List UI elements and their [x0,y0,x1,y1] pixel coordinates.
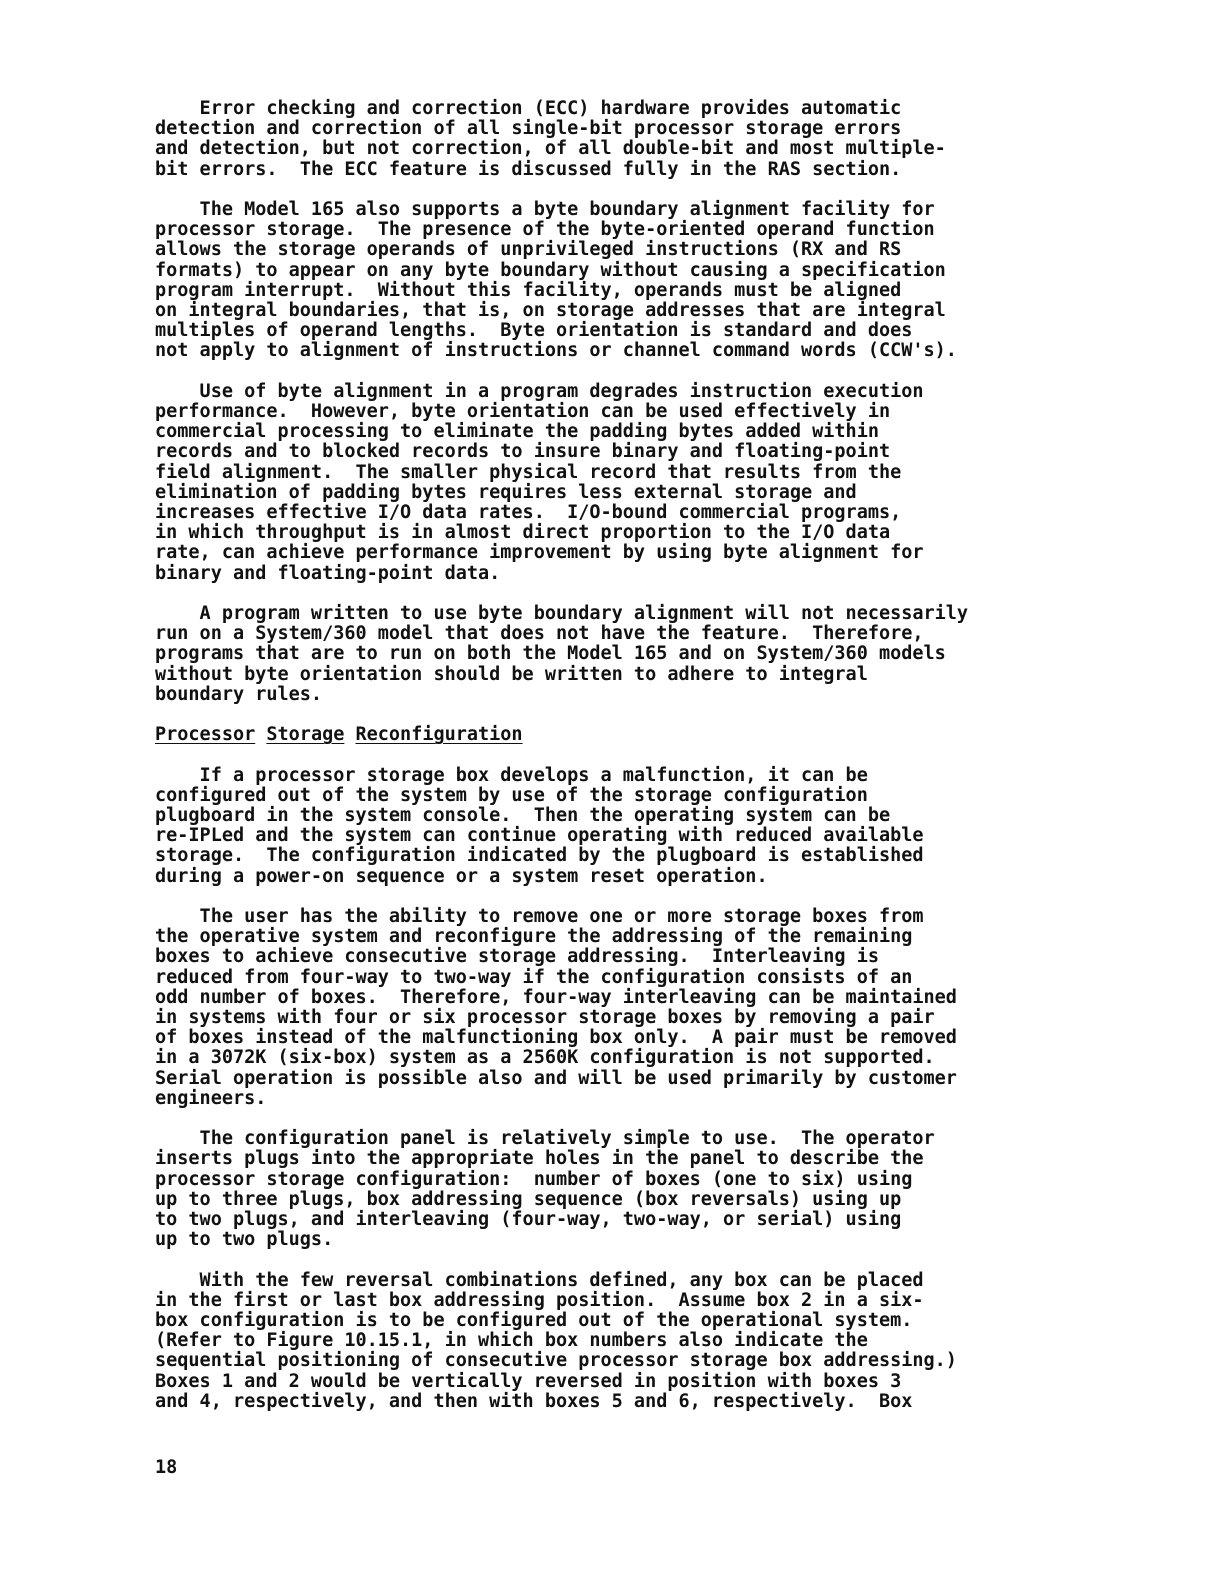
heading-word-processor: Processor [155,724,256,746]
page-number: 18 [155,1457,178,1478]
paragraph-byte-boundary: The Model 165 also supports a byte boundary alignment facility for processor storage. The presence of the byte-oriented operand function allows the storage operands of unprivileged instructions (RX and RS formats) to appear on any byte boundary without causing a specification program interrupt. Without this facility, operands must be aligned on integral boundaries, that is, on storage addresses that are integral multiples of operand lengths. Byte orientation is standard and does not apply to alignment of instructions or channel command words (CCW's). [155,199,957,362]
heading-word-storage: Storage [266,724,345,746]
section-heading [155,725,1035,745]
paragraph-byte-alignment-performance: Use of byte alignment in a program degrades instruction execution performance. However, byte orientation can be used effectively in commercial processing to eliminate the padding bytes added within records and to blocked records to insure binary and floating-point field alignment. The smaller physical record that results from the elimination of padding bytes requires less external storage and increases effective I/O data rates. I/O-bound commercial programs, in which throughput is in almost direct proportion to the I/O data rate, can achieve performance improvement by using byte alignment for binary and floating-point data. [155,380,924,584]
paragraph-program-compatibility: A program written to use byte boundary alignment will not necessarily run on a System/360 model that does not have the feature. Therefore, programs that are to run on both the Model 165 and on System/360 models without byte orientation should be written to adhere to integral boundary rules. [155,603,969,705]
paragraph-ecc: Error checking and correction (ECC) hardware provides automatic detection and correction of all single-bit processor storage errors and detection, but not correction, of all double-bit and most multiple- bit errors. The ECC feature is discussed fully in the RAS section. [155,98,946,180]
paragraph-malfunction: If a processor storage box develops a malfunction, it can be configured out of the system by use of the storage configuration plugboard in the system console. Then the operating system can be re-IPLed and the system can continue operating with reduced available storage. The configuration indicated by the plugboard is established during a power-on sequence or a system reset operation. [155,764,924,887]
paragraph-remove-boxes: The user has the ability to remove one or more storage boxes from the operative system and reconfigure the addressing of the remaining boxes to achieve consecutive storage addressing. Interleaving is reduced from four-way to two-way if the configuration consists of an odd number of boxes. Therefore, four-way interleaving can be maintained in systems with four or six processor storage boxes by removing a pair of boxes instead of the malfunctioning box only. A pair must be removed in a 3072K (six-box) system as a 2560K configuration is not supported. Serial operation is possible also and will be used primarily by customer engineers. [155,906,957,1109]
paragraph-configuration-panel: The configuration panel is relatively simple to use. The operator inserts plugs into the appropriate holes in the panel to describe the processor storage configuration: number of boxes (one to six) using up to three plugs, box addressing sequence (box reversals) using up to two plugs, and interleaving (four-way, two-way, or serial) using up to two plugs. [155,1128,935,1251]
paragraph-reversal-combinations: With the few reversal combinations defined, any box can be placed in the first or last box addressing position. Assume box 2 in a six- box configuration is to be configured out of the operational system. (Refer to Figure 10.15.1, in which box numbers also indicate the sequential positioning of consecutive processor storage box addressing.) Boxes 1 and 2 would be vertically reversed in position with boxes 3 and 4, respectively, and then with boxes 5 and 6, respectively. Box [155,1269,957,1412]
document-page [155,99,1035,1432]
heading-word-reconfiguration: Reconfiguration [355,724,523,746]
